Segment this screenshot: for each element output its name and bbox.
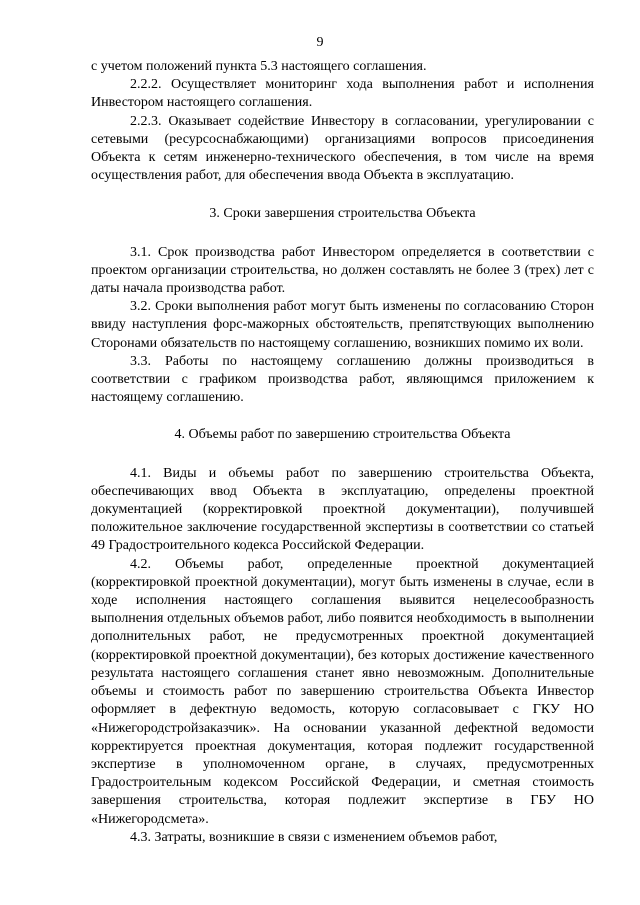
paragraph-3-3: 3.3. Работы по настоящему соглашению должны производиться в соответствии с графиком производства работ, являющимся приложением к настоящему соглашению. [91,353,594,406]
paragraph-2-2-3: 2.2.3. Оказывает содействие Инвестору в согласовании, урегулировании с сетевыми (ресурсоснабжающими) организациями вопросов присоединения Объекта к сетям инженерно-технического обеспечения, в том числе на время осуществления работ, для обеспечения ввода Объекта в эксплуатацию. [91,113,594,184]
page-number: 9 [316,35,324,50]
paragraph-4-2: 4.2. Объемы работ, определенные проектной документацией (корректировкой проектной документации), могут быть изменены в случае, если в ходе исполнения настоящего соглашения выявится нецелесообразность выполнения отдельных объемов работ, либо появится необходимость в выполнении дополнительных работ, не предусмотренных проектной документацией (корректировкой проектной документации), без которых достижение качественного результата настоящего соглашения станет явно невозможным. Дополнительные объемы и стоимость работ по завершению строительства Объекта Инвестор оформляет в дефектную ведомость, которую согласовывает с ГКУ НО «Нижегородстройзаказчик». На основании указанной дефектной ведомости корректируется проектная документация, которая подлежит государственной экспертизе в уполномоченном органе, в случаях, предусмотренных Градостроительным кодексом Российской Федерации, и сметная стоимость завершения строительства, которая подлежит экспертизе в ГБУ НО «Нижегородсмета». [91,556,594,827]
section-3-heading: 3. Сроки завершения строительства Объекта [209,206,476,222]
paragraph-4-1: 4.1. Виды и объемы работ по завершению строительства Объекта, обеспечивающих ввод Объекта в эксплуатацию, определены проектной документацией (корректировкой проектной документации), получившей положительное заключение государственной экспертизы в соответствии со статьей 49 Градостроительного кодекса Российской Федерации. [91,465,594,554]
paragraph-3-1: 3.1. Срок производства работ Инвестором определяется в соответствии с проектом организации строительства, но должен составлять не более 3 (трех) лет с даты начала производства работ. [91,244,594,297]
section-4-heading: 4. Объемы работ по завершению строительства Объекта [174,427,511,443]
paragraph-2-2-2: 2.2.2. Осуществляет мониторинг хода выполнения работ и исполнения Инвестором настоящего соглашения. [91,77,594,111]
document-body [91,58,594,847]
paragraph-continuation: с учетом положений пункта 5.3 настоящего соглашения. [91,59,427,74]
paragraph-3-2: 3.2. Сроки выполнения работ могут быть изменены по согласованию Сторон ввиду наступления форс-мажорных обстоятельств, препятствующих выполнению Сторонами обязательств по настоящему соглашению, возникших помимо их воли. [91,299,594,351]
paragraph-4-3: 4.3. Затраты, возникшие в связи с изменением объемов работ, [130,829,498,845]
